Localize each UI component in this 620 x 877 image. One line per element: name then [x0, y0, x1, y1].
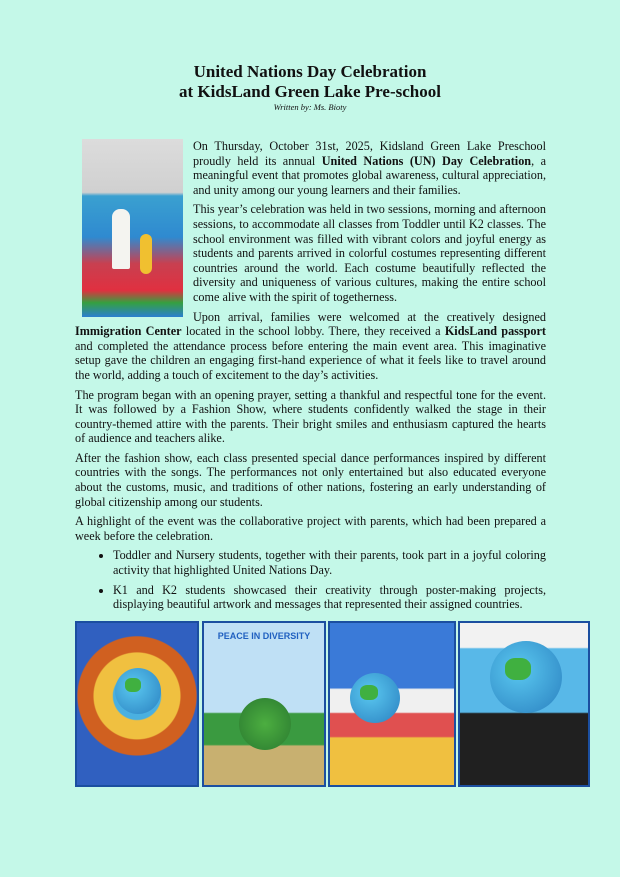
poster-image-2 — [202, 621, 326, 787]
paragraph — [75, 310, 546, 383]
title-line-1: United Nations Day Celebration — [193, 62, 427, 81]
text: , a meaningful event that promotes global awareness, cultural appreciation, and unity among our young learners and their families. — [193, 153, 546, 197]
poster-image-4 — [458, 621, 590, 787]
paragraph: A highlight of the event was the collaborative project with parents, which had been prepared a week before the celebration. — [75, 514, 546, 543]
poster-text: PEACE IN DIVERSITY — [217, 631, 311, 641]
paragraph: This year’s celebration was held in two sessions, morning and afternoon sessions, to accommodate all classes from Toddler until K2 classes. The school environment was filled with vibrant colors and joyful energy as students and parents arrived in colorful costumes representing different countries around the world. Each costume beautifully reflected the diversity and uniqueness of various cultures, making the entire school come alive with the spirit of togetherness. — [193, 202, 546, 304]
article-body — [75, 139, 546, 617]
poster-image-3 — [328, 621, 456, 787]
bold-text: Immigration Center — [75, 324, 182, 339]
paragraph: The program began with an opening prayer, setting a thankful and respectful tone for the event. It was followed by a Fashion Show, where students confidently walked the stage in their country-themed attire with the parents. Their bright smiles and enthusiasm captured the hearts of audience and teachers alike. — [75, 387, 546, 446]
bold-text: KidsLand passport — [444, 324, 546, 339]
list-item: • Toddler and Nursery students, together with their parents, took part in a joyful coloring activity that highlighted United Nations Day. — [113, 548, 546, 577]
page-title — [0, 62, 620, 102]
byline: Written by: Ms. Bioty — [273, 102, 347, 112]
bold-text: United Nations (UN) Day Celebration — [321, 153, 532, 168]
poster-image-1 — [75, 621, 199, 787]
text: and completed the attendance process before entering the main event area. This imaginative setup gave the children an engaging first-hand experience of what it feels like to travel around the world, adding a touch of excitement to the day’s activities. — [75, 338, 546, 382]
text: Upon arrival, families were welcomed at the creatively designed — [193, 309, 546, 324]
text: On Thursday, October 31st, 2025, Kidsland Green Lake Preschool proudly held its annual — [193, 139, 546, 168]
text: located in the school lobby. There, they received a — [181, 324, 445, 339]
paragraph: After the fashion show, each class presented special dance performances inspired by different countries with the songs. The performances not only entertained but also educated everyone about the customs, music, and traditions of other nations, fostering an early understanding of global citizenship among our students. — [75, 450, 546, 509]
list-item: • K1 and K2 students showcased their creativity through poster-making projects, displaying beautiful artwork and messages that represented their assigned countries. — [113, 583, 546, 612]
bullet-list — [75, 548, 546, 611]
title-line-2: at KidsLand Green Lake Pre-school — [179, 82, 441, 101]
